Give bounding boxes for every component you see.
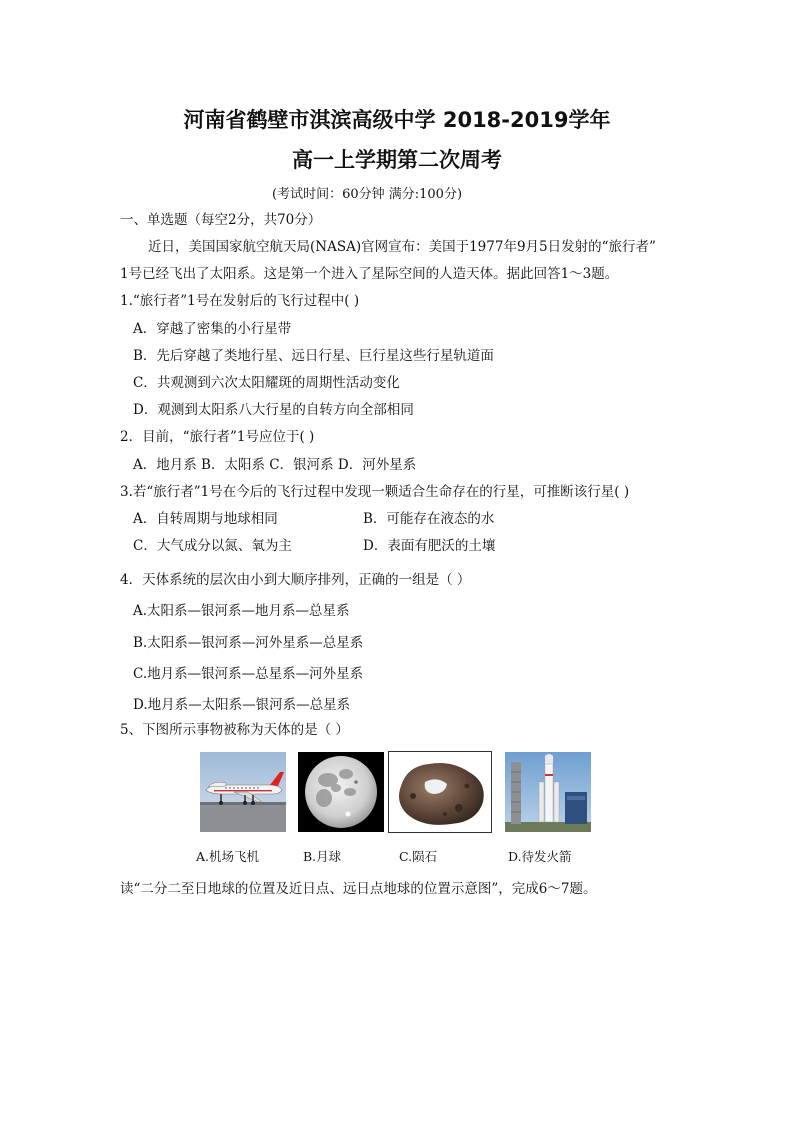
intro-line-1: 近日，美国国家航空航天局(NASA)官网宣布：美国于1977年9月5日发射的“旅行者” (148, 239, 656, 255)
q4-option-a: A.太阳系—银河系—地月系—总星系 (133, 603, 350, 619)
q1-option-a: A．穿越了密集的小行星带 (133, 321, 292, 337)
exam-title-line2: 高一上学期第二次周考 (292, 148, 502, 172)
q4-option-b: B.太阳系—银河系—河外星系—总星系 (133, 635, 364, 651)
meteorite-image (388, 751, 492, 833)
q5-stem: 5、下图所示事物被称为天体的是（ ） (120, 722, 349, 738)
q2-stem: 2．目前，“旅行者”1号应位于( ) (120, 429, 315, 445)
caption-c: C.陨石 (399, 849, 438, 864)
q3-option-b: B．可能存在液态的水 (363, 511, 495, 527)
q1-option-c: C．共观测到六次太阳耀斑的周期性活动变化 (133, 375, 400, 391)
q1-stem: 1.“旅行者”1号在发射后的飞行过程中( ) (120, 293, 360, 309)
q4-stem: 4．天体系统的层次由小到大顺序排列，正确的一组是（ ） (120, 572, 471, 588)
exam-title-line1: 河南省鹤壁市淇滨高级中学 2018-2019学年 (183, 108, 611, 132)
moon-image (298, 752, 384, 832)
section-heading: 一、单选题（每空2分，共70分） (120, 212, 322, 228)
q4-option-d: D.地月系—太阳系—银河系—总星系 (133, 697, 351, 713)
q4-option-c: C.地月系—银河系—总星系—河外星系 (133, 666, 364, 682)
q1-option-d: D．观测到太阳系八大行星的自转方向全部相同 (133, 402, 414, 418)
airplane-image (200, 752, 286, 832)
intro-line-2: 1号已经飞出了太阳系。这是第一个进入了星际空间的人造天体。据此回答1～3题。 (120, 266, 619, 282)
caption-d: D.待发火箭 (508, 849, 572, 864)
q3-option-a: A．自转周期与地球相同 (133, 511, 278, 527)
q2-options: A．地月系 B．太阳系 C．银河系 D．河外星系 (133, 457, 417, 473)
q1-option-b: B．先后穿越了类地行星、远日行星、巨行星这些行星轨道面 (133, 348, 494, 364)
exam-info: (考试时间：60分钟 满分:100分) (272, 187, 463, 202)
caption-a: A.机场飞机 (196, 849, 260, 864)
read-instruction: 读“二分二至日地球的位置及近日点、远日点地球的位置示意图”，完成6～7题。 (120, 881, 597, 897)
q3-option-d: D．表面有肥沃的土壤 (363, 538, 496, 554)
caption-b: B.月球 (303, 849, 342, 864)
rocket-image (505, 752, 591, 832)
q3-option-c: C．大气成分以氮、氧为主 (133, 538, 292, 554)
q3-stem: 3.若“旅行者”1号在今后的飞行过程中发现一颗适合生命存在的行星，可推断该行星( ) (120, 484, 630, 500)
